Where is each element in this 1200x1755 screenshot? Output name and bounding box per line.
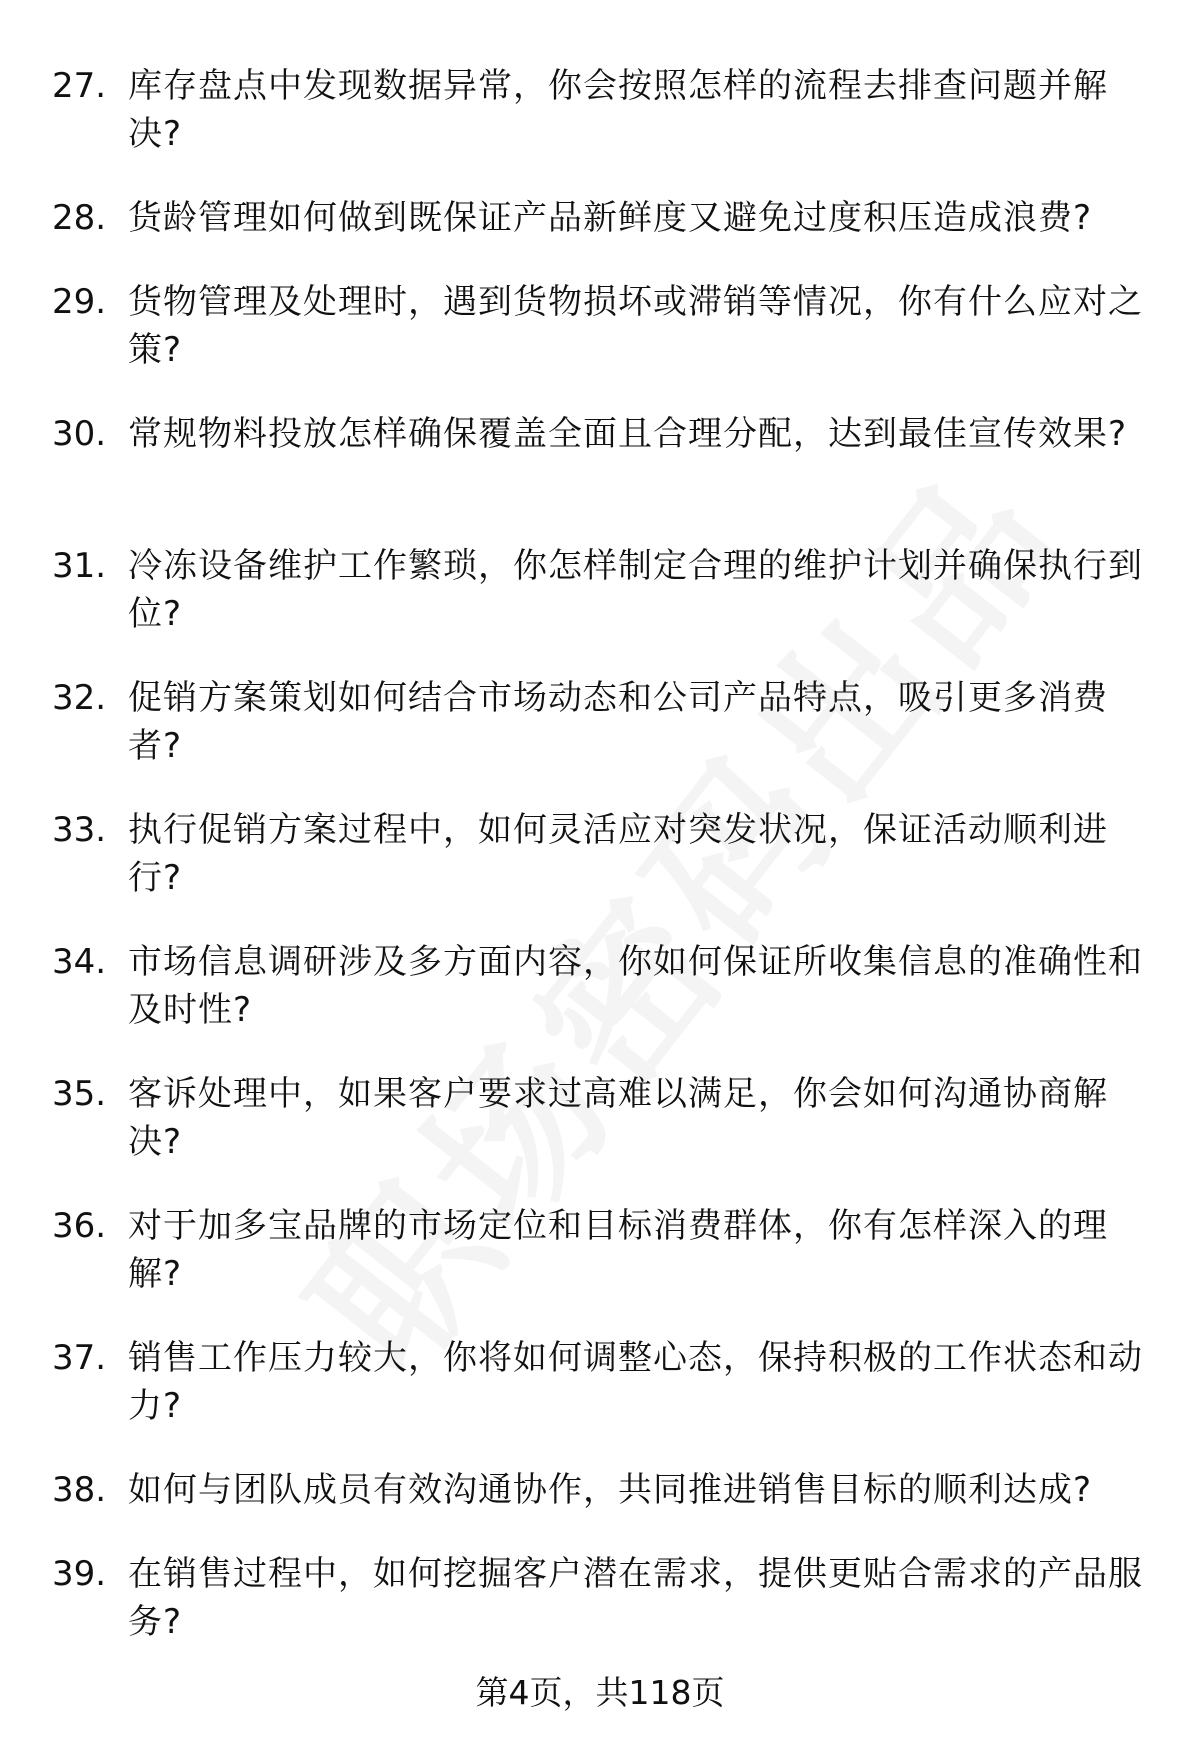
question-number: 32. — [52, 678, 107, 718]
question-text: 客诉处理中，如果客户要求过高难以满足，你会如何沟通协商解决? — [128, 1074, 1108, 1162]
page-footer: 第4页，共118页 — [475, 1673, 725, 1712]
question-number: 39. — [52, 1554, 107, 1594]
question-text: 货物管理及处理时，遇到货物损坏或滞销等情况，你有什么应对之策? — [128, 282, 1143, 370]
question-text: 常规物料投放怎样确保覆盖全面且合理分配，达到最佳宣传效果? — [128, 414, 1128, 454]
question-item — [52, 62, 1147, 194]
question-list — [52, 62, 1147, 1682]
question-text: 如何与团队成员有效沟通协作，共同推进销售目标的顺利达成? — [128, 1470, 1093, 1510]
question-number: 34. — [52, 942, 107, 982]
question-number: 33. — [52, 810, 107, 850]
question-item — [52, 674, 1147, 806]
question-item — [52, 1466, 1147, 1550]
question-text: 促销方案策划如何结合市场动态和公司产品特点，吸引更多消费者? — [128, 678, 1108, 766]
question-number: 31. — [52, 546, 107, 586]
question-number: 27. — [52, 66, 107, 106]
question-number: 30. — [52, 414, 107, 454]
question-number: 35. — [52, 1074, 107, 1114]
question-item — [52, 1550, 1147, 1682]
question-item — [52, 938, 1147, 1070]
question-number: 28. — [52, 198, 107, 238]
question-item — [52, 1202, 1147, 1334]
question-text: 市场信息调研涉及多方面内容，你如何保证所收集信息的准确性和及时性? — [128, 942, 1143, 1030]
question-text: 在销售过程中，如何挖掘客户潜在需求，提供更贴合需求的产品服务? — [128, 1554, 1143, 1642]
question-number: 37. — [52, 1338, 107, 1378]
question-item — [52, 542, 1147, 674]
question-number: 29. — [52, 282, 107, 322]
question-text: 执行促销方案过程中，如何灵活应对突发状况，保证活动顺利进行? — [128, 810, 1108, 898]
question-text: 货龄管理如何做到既保证产品新鲜度又避免过度积压造成浪费? — [128, 198, 1093, 238]
question-item — [52, 194, 1147, 278]
question-item — [52, 410, 1147, 542]
question-number: 36. — [52, 1206, 107, 1246]
question-item — [52, 1334, 1147, 1466]
question-text: 销售工作压力较大，你将如何调整心态，保持积极的工作状态和动力? — [128, 1338, 1143, 1426]
question-item — [52, 1070, 1147, 1202]
question-text: 冷冻设备维护工作繁琐，你怎样制定合理的维护计划并确保执行到位? — [128, 546, 1143, 634]
question-item — [52, 278, 1147, 410]
question-text: 库存盘点中发现数据异常，你会按照怎样的流程去排查问题并解决? — [128, 66, 1108, 154]
question-text: 对于加多宝品牌的市场定位和目标消费群体，你有怎样深入的理解? — [128, 1206, 1108, 1294]
question-number: 38. — [52, 1470, 107, 1510]
question-item — [52, 806, 1147, 938]
